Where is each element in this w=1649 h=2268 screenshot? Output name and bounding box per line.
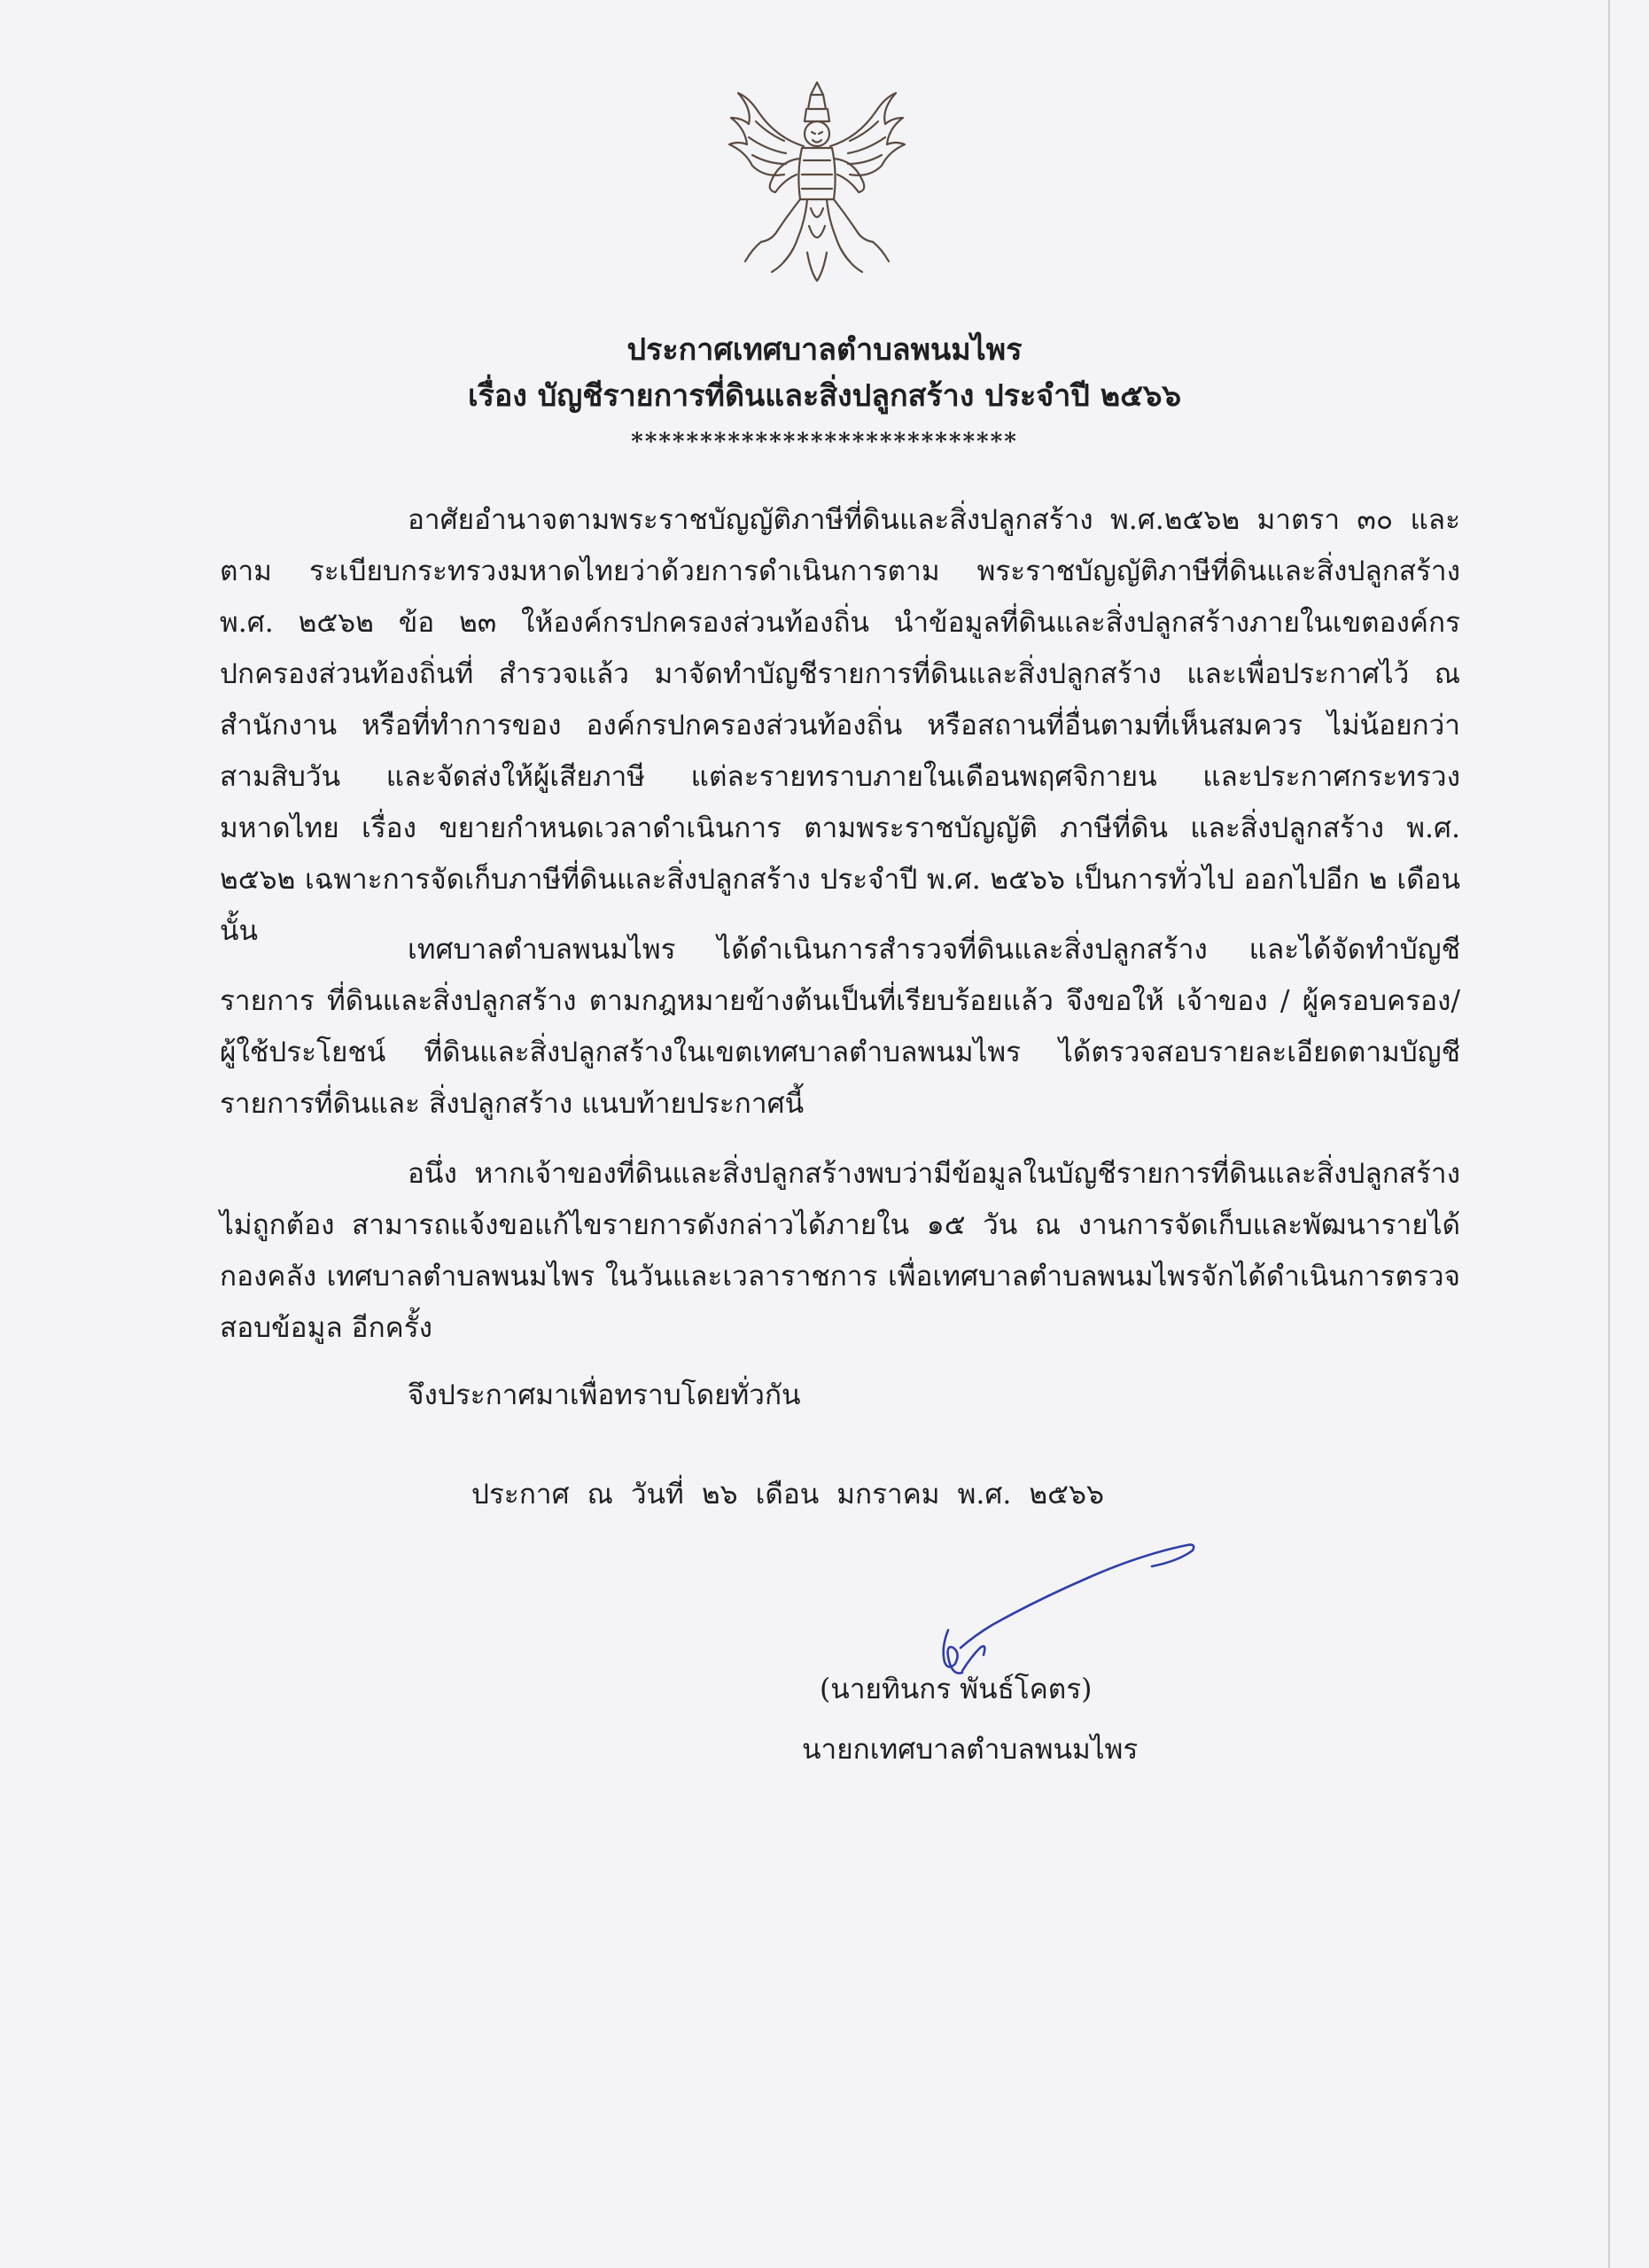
signer-name: (นายทินกร พันธ์โคตร) xyxy=(820,1674,1093,1705)
announcement-title: ประกาศเทศบาลตำบลพนมไพร xyxy=(626,332,1023,368)
garuda-emblem-icon xyxy=(722,75,912,288)
paragraph-legal-basis: อาศัยอำนาจตามพระราชบัญญัติภาษีที่ดินและสิ่งปลูกสร้าง พ.ศ.๒๕๖๒ มาตรา ๓๐ และตาม ระเบียบกระทรวงมหาดไทยว่าด้วยการดำเนินการตาม พระราชบัญญัติภาษีที่ดินและสิ่งปลูกสร้าง พ.ศ. ๒๕๖๒ ข้อ ๒๓ ให้องค์กรปกครองส่วนท้องถิ่น นำข้อมูลที่ดินและสิ่งปลูกสร้างภายในเขตองค์กรปกครองส่วนท้องถิ่นที่ สำรวจแล้ว มาจัดทำบัญชีรายการที่ดินและสิ่งปลูกสร้าง และเพื่อประกาศไว้ ณ สำนักงาน หรือที่ทำการของ องค์กรปกครองส่วนท้องถิ่น หรือสถานที่อื่นตามที่เห็นสมควร ไม่น้อยกว่าสามสิบวัน และจัดส่งให้ผู้เสียภาษี แต่ละรายทราบภายในเดือนพฤศจิกายน และประกาศกระทรวงมหาดไทย เรื่อง ขยายกำหนดเวลาดำเนินการ ตามพระราชบัญญัติ ภาษีที่ดิน และสิ่งปลูกสร้าง พ.ศ. ๒๕๖๒ เฉพาะการจัดเก็บภาษีที่ดินและสิ่งปลูกสร้าง ประจำปี พ.ศ. ๒๕๖๖ เป็นการทั่วไป ออกไปอีก ๒ เดือน นั้น xyxy=(220,504,1460,947)
paragraph-survey-notice: เทศบาลตำบลพนมไพร ได้ดำเนินการสำรวจที่ดินและสิ่งปลูกสร้าง และได้จัดทำบัญชีรายการ ที่ดินและสิ่งปลูกสร้าง ตามกฎหมายข้างต้นเป็นที่เรียบร้อยแล้ว จึงขอให้ เจ้าของ / ผู้ครอบครอง/ ผู้ใช้ประโยชน์ ที่ดินและสิ่งปลูกสร้างในเขตเทศบาลตำบลพนมไพร ได้ตรวจสอบรายละเอียดตามบัญชีรายการที่ดินและ สิ่งปลูกสร้าง แนบท้ายประกาศนี้ xyxy=(220,934,1460,1120)
handwritten-signature xyxy=(895,1515,1214,1683)
paragraph-correction-request: อนึ่ง หากเจ้าของที่ดินและสิ่งปลูกสร้างพบว่ามีข้อมูลในบัญชีรายการที่ดินและสิ่งปลูกสร้าง ไม่ถูกต้อง สามารถแจ้งขอแก้ไขรายการดังกล่าวได้ภายใน ๑๕ วัน ณ งานการจัดเก็บและพัฒนารายได้ กองคลัง เทศบาลตำบลพนมไพร ในวันและเวลาราชการ เพื่อเทศบาลตำบลพนมไพรจักได้ดำเนินการตรวจสอบข้อมูล อีกครั้ง xyxy=(220,1158,1460,1344)
closing-statement: จึงประกาศมาเพื่อทราบโดยทั่วกัน xyxy=(408,1379,801,1411)
signer-title: นายกเทศบาลตำบลพนมไพร xyxy=(802,1734,1139,1766)
announcement-subject: เรื่อง บัญชีรายการที่ดินและสิ่งปลูกสร้าง ประจำปี ๒๕๖๖ xyxy=(467,378,1182,414)
announcement-date: ประกาศ ณ วันที่ ๒๖ เดือน มกราคม พ.ศ. ๒๕๖๖ xyxy=(471,1479,1104,1511)
header-separator: **************************** xyxy=(631,429,1018,455)
